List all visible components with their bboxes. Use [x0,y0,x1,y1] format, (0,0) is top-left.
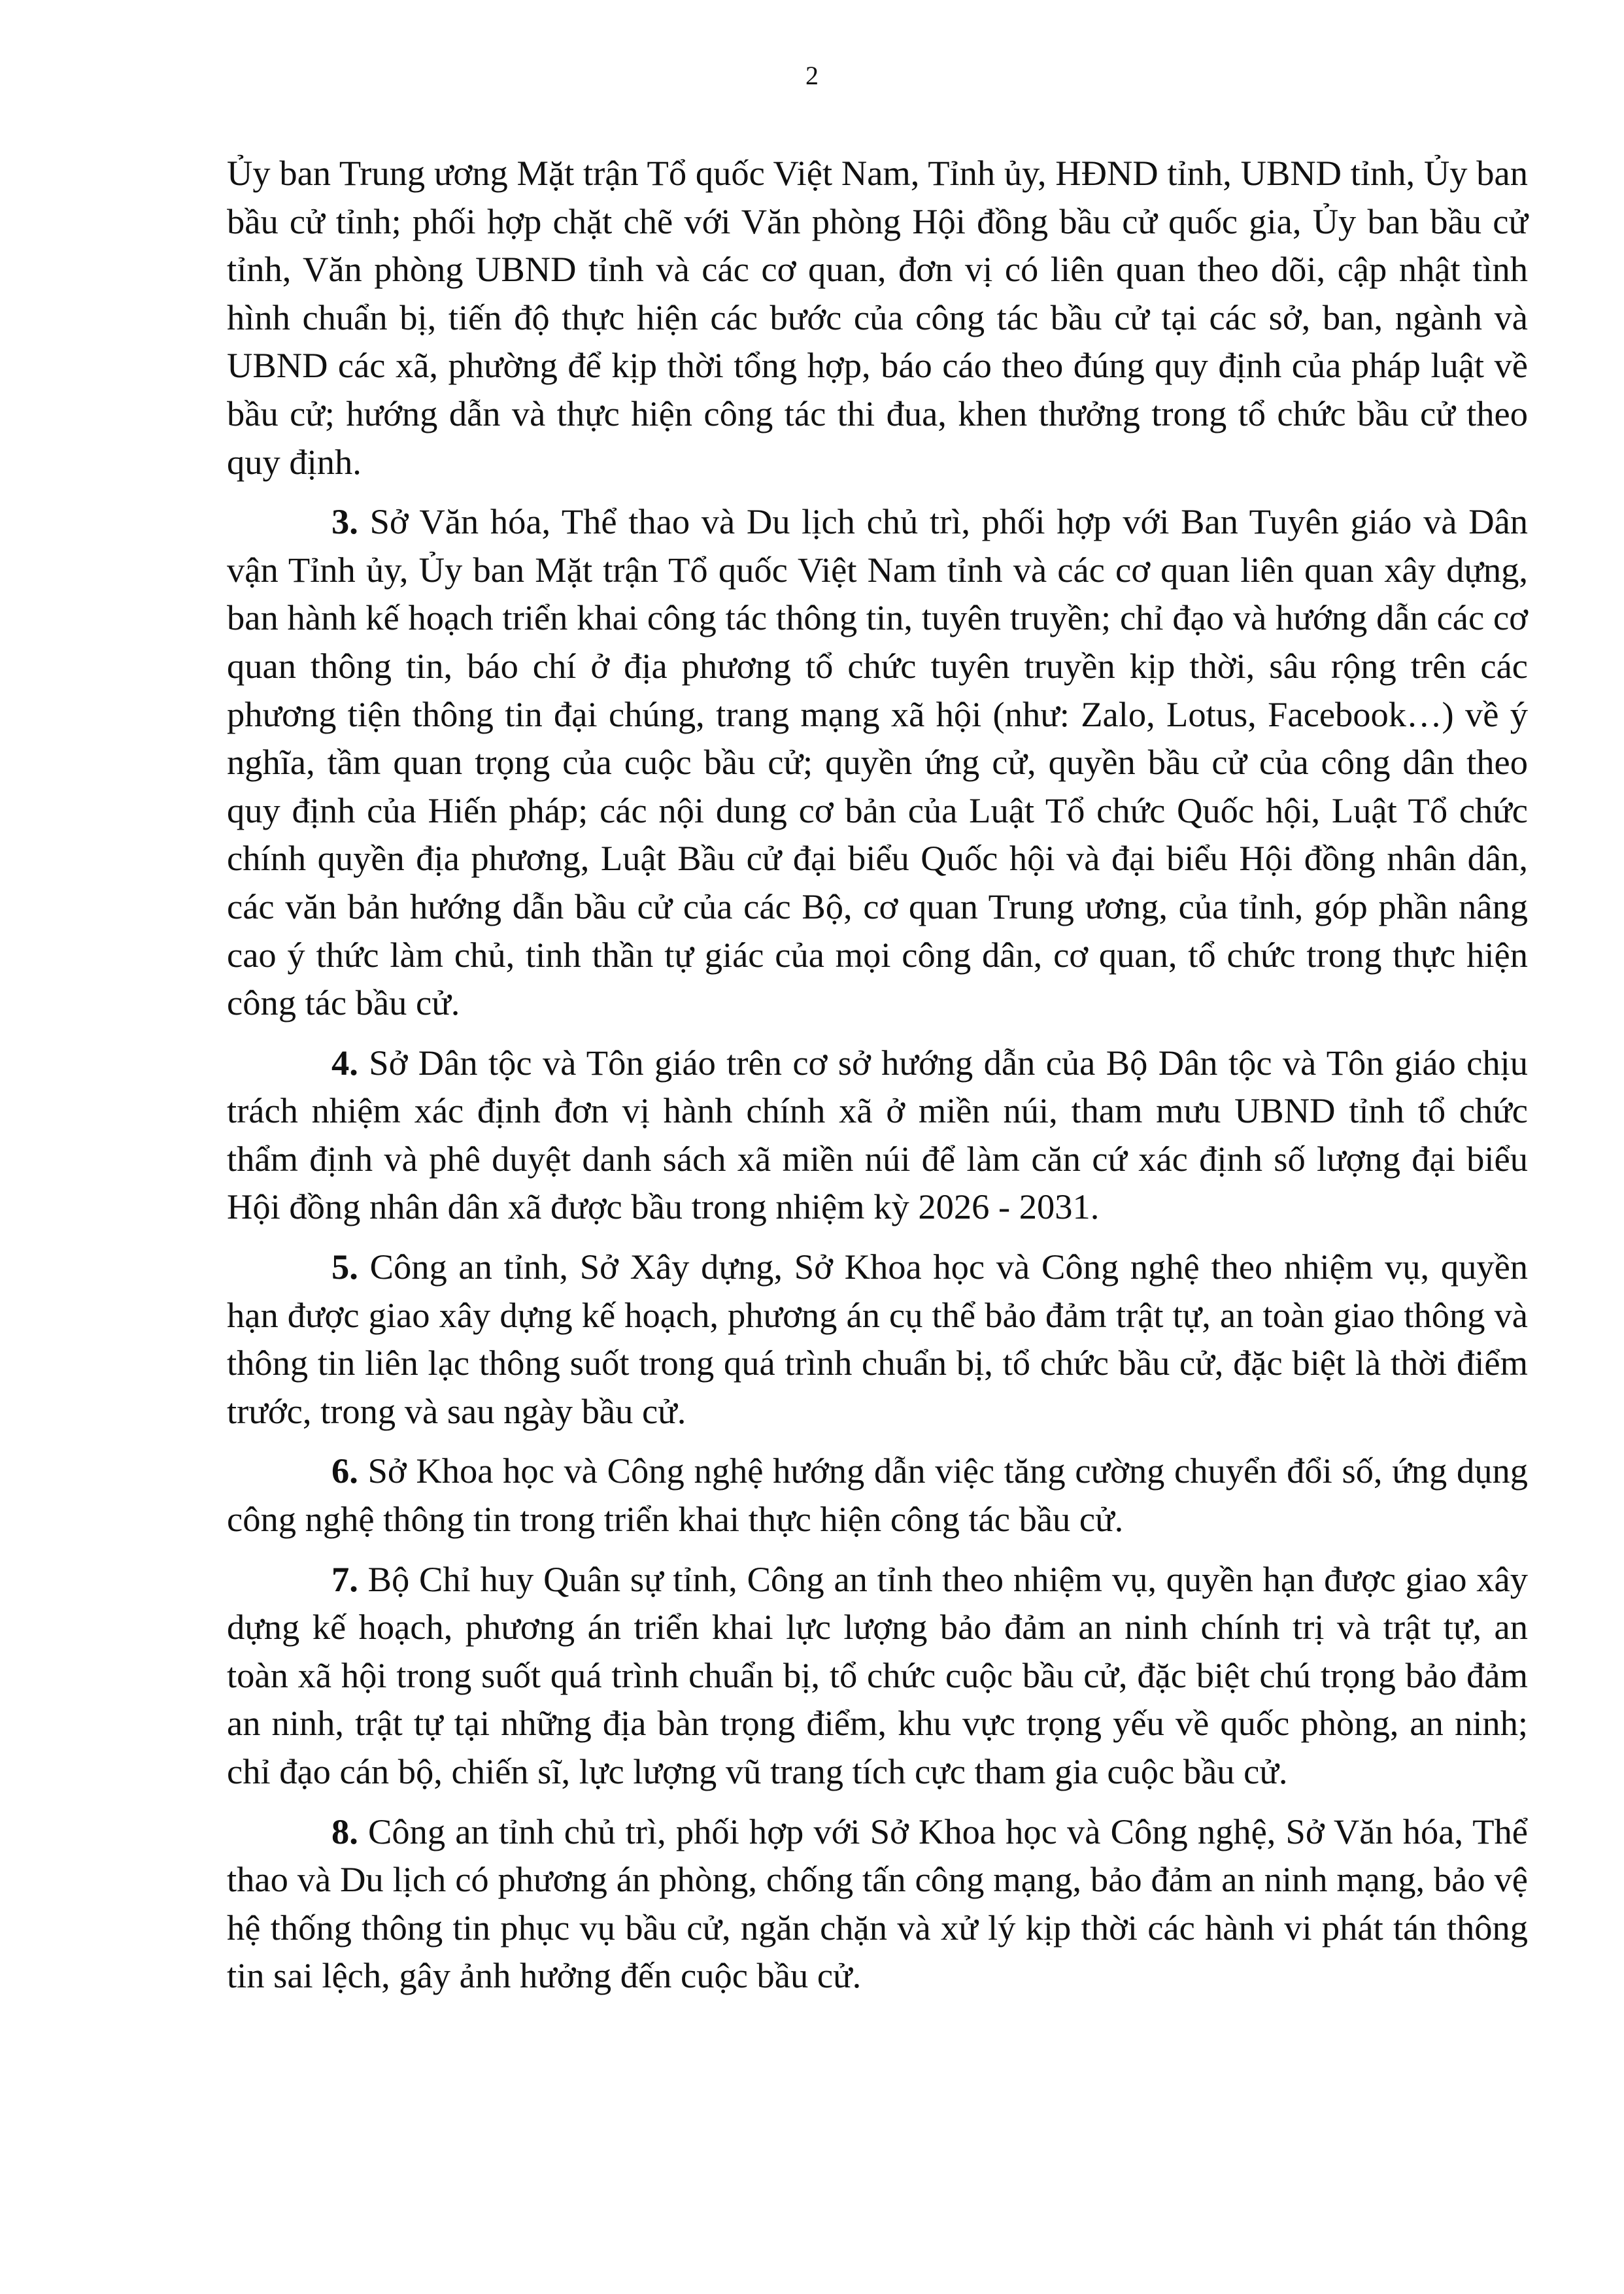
item-number: 7. [331,1559,358,1599]
item-number: 4. [331,1042,358,1083]
page-number: 2 [805,61,819,90]
paragraph-text: Sở Văn hóa, Thể thao và Du lịch chủ trì, phối hợp với Ban Tuyên giáo và Dân vận Tỉnh ủy, Ủy ban Mặt trận Tổ quốc Việt Nam tỉnh và các cơ quan liên quan xây dựng, ban hành kế hoạch triển khai công tác thông tin, tuyên truyền; chỉ đạo và hướng dẫn các cơ quan thông tin, báo chí ở địa phương tổ chức tuyên truyền kịp thời, sâu rộng trên các phương tiện thông tin đại chúng, trang mạng xã hội (như: Zalo, Lotus, Facebook…) về ý nghĩa, tầm quan trọng của cuộc bầu cử; quyền ứng cử, quyền bầu cử của công dân theo quy định của Hiến pháp; các nội dung cơ bản của Luật Tổ chức Quốc hội, Luật Tổ chức chính quyền địa phương, Luật Bầu cử đại biểu Quốc hội và đại biểu Hội đồng nhân dân, các văn bản hướng dẫn bầu cử của các Bộ, cơ quan Trung ương, của tỉnh, góp phần nâng cao ý thức làm chủ, tinh thần tự giác của mọi công dân, cơ quan, tổ chức trong thực hiện công tác bầu cử. [227,501,1529,1023]
document-body [227,149,1528,2000]
item-number: 5. [331,1247,358,1287]
paragraph-continued [227,149,1528,486]
paragraph-text: Ủy ban Trung ương Mặt trận Tổ quốc Việt Nam, Tỉnh ủy, HĐND tỉnh, UBND tỉnh, Ủy ban bầu cử tỉnh; phối hợp chặt chẽ với Văn phòng Hội đồng bầu cử quốc gia, Ủy ban bầu cử tỉnh, Văn phòng UBND tỉnh và các cơ quan, đơn vị có liên quan theo dõi, cập nhật tình hình chuẩn bị, tiến độ thực hiện các bước của công tác bầu cử tại các sở, ban, ngành và UBND các xã, phường để kịp thời tổng hợp, báo cáo theo đúng quy định của pháp luật về bầu cử; hướng dẫn và thực hiện công tác thi đua, khen thưởng trong tổ chức bầu cử theo quy định. [227,153,1528,482]
paragraph-text: Sở Dân tộc và Tôn giáo trên cơ sở hướng dẫn của Bộ Dân tộc và Tôn giáo chịu trách nhiệm xác định đơn vị hành chính xã ở miền núi, tham mưu UBND tỉnh tổ chức thẩm định và phê duyệt danh sách xã miền núi để làm căn cứ xác định số lượng đại biểu Hội đồng nhân dân xã được bầu trong nhiệm kỳ 2026 - 2031. [227,1042,1529,1227]
paragraph-item-3 [227,498,1528,1027]
paragraph-text: Bộ Chỉ huy Quân sự tỉnh, Công an tỉnh theo nhiệm vụ, quyền hạn được giao xây dựng kế hoạch, phương án triển khai lực lượng bảo đảm an ninh chính trị và trật tự, an toàn xã hội trong suốt quá trình chuẩn bị, tổ chức cuộc bầu cử, đặc biệt chú trọng bảo đảm an ninh, trật tự tại những địa bàn trọng điểm, khu vực trọng yếu về quốc phòng, an ninh; chỉ đạo cán bộ, chiến sĩ, lực lượng vũ trang tích cực tham gia cuộc bầu cử. [227,1559,1528,1791]
paragraph-item-5 [227,1243,1528,1435]
item-number: 8. [331,1811,358,1851]
paragraph-item-6 [227,1447,1528,1543]
paragraph-item-4 [227,1039,1528,1231]
paragraph-text: Công an tỉnh, Sở Xây dựng, Sở Khoa học và Công nghệ theo nhiệm vụ, quyền hạn được giao xây dựng kế hoạch, phương án cụ thể bảo đảm trật tự, an toàn giao thông và thông tin liên lạc thông suốt trong quá trình chuẩn bị, tổ chức bầu cử, đặc biệt là thời điểm trước, trong và sau ngày bầu cử. [227,1247,1529,1431]
paragraph-text: Công an tỉnh chủ trì, phối hợp với Sở Khoa học và Công nghệ, Sở Văn hóa, Thể thao và Du lịch có phương án phòng, chống tấn công mạng, bảo đảm an ninh mạng, bảo vệ hệ thống thông tin phục vụ bầu cử, ngăn chặn và xử lý kịp thời các hành vi phát tán thông tin sai lệch, gây ảnh hưởng đến cuộc bầu cử. [227,1811,1528,1996]
item-number: 6. [331,1451,358,1491]
paragraph-item-7 [227,1555,1528,1796]
paragraph-item-8 [227,1808,1528,2000]
paragraph-text: Sở Khoa học và Công nghệ hướng dẫn việc tăng cường chuyển đổi số, ứng dụng công nghệ thông tin trong triển khai thực hiện công tác bầu cử. [227,1451,1528,1540]
item-number: 3. [331,501,358,542]
